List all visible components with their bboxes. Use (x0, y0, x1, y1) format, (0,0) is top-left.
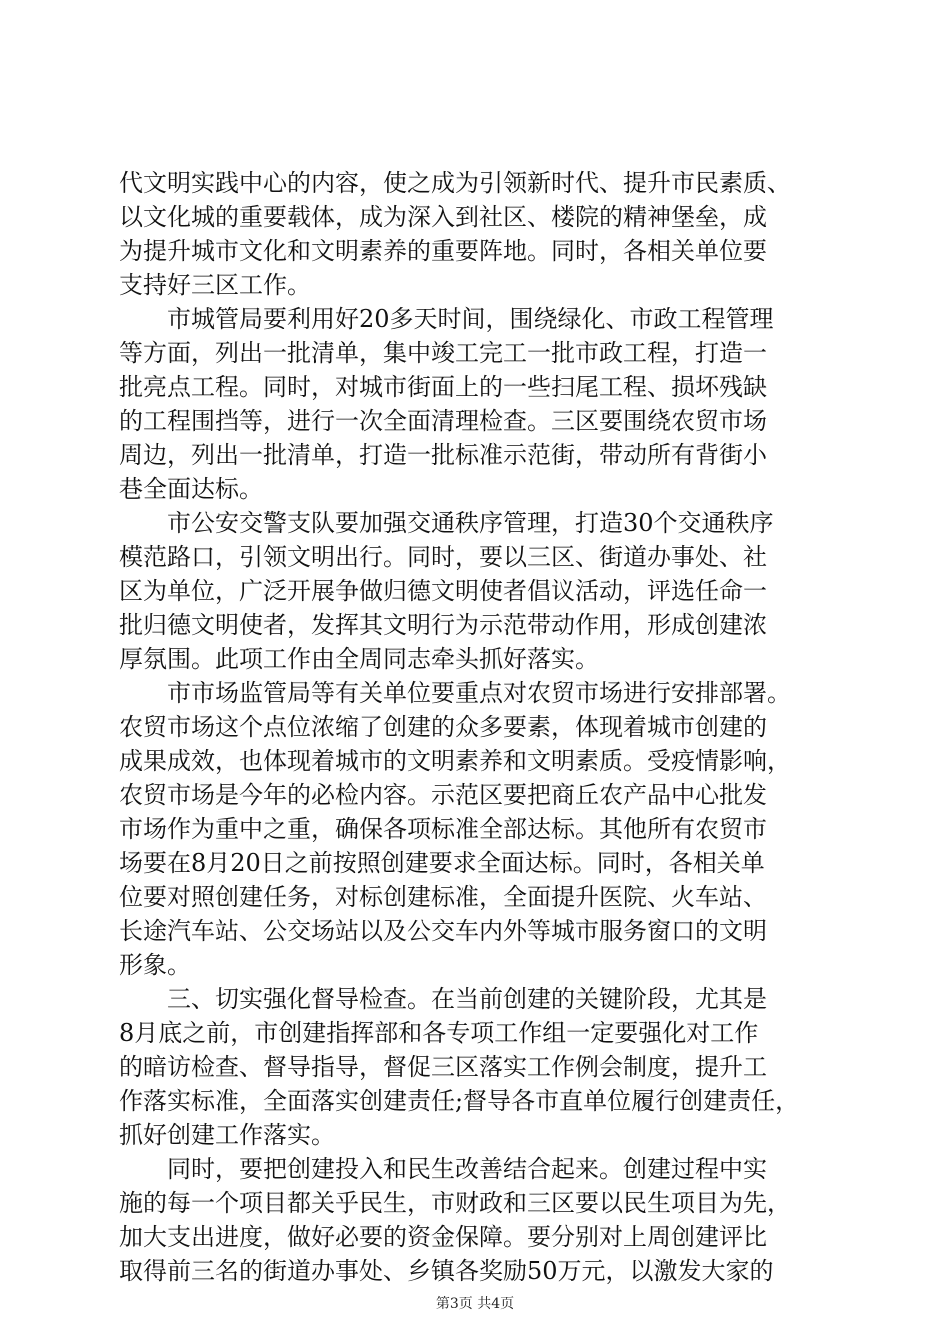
text-line: 厚氛围。此项工作由全周同志牵头抓好落实。 (119, 645, 599, 673)
text-line: 8月底之前，市创建指挥部和各专项工作组一定要强化对工作 (119, 1019, 759, 1047)
text-line: 等方面，列出一批清单，集中竣工完工一批市政工程，打造一 (119, 339, 767, 367)
text-line: 批归德文明使者，发挥其文明行为示范带动作用，形成创建浓 (119, 611, 767, 639)
text-line: 市场作为重中之重，确保各项标准全部达标。其他所有农贸市 (119, 815, 767, 843)
body-text (119, 166, 839, 1288)
text-line: 农贸市场这个点位浓缩了创建的众多要素，体现着城市创建的 (119, 713, 767, 741)
text-line: 为提升城市文化和文明素养的重要阵地。同时，各相关单位要 (119, 237, 767, 265)
text-line: 市城管局要利用好20多天时间，围绕绿化、市政工程管理 (119, 305, 774, 333)
text-line: 模范路口，引领文明出行。同时，要以三区、街道办事处、社 (119, 543, 767, 571)
text-line: 长途汽车站、公交场站以及公交车内外等城市服务窗口的文明 (119, 917, 767, 945)
text-line: 巷全面达标。 (119, 475, 263, 503)
text-line: 周边，列出一批清单，打造一批标准示范街，带动所有背街小 (119, 441, 767, 469)
text-line: 市公安交警支队要加强交通秩序管理，打造30个交通秩序 (119, 509, 774, 537)
text-line: 批亮点工程。同时，对城市街面上的一些扫尾工程、损坏残缺 (119, 373, 767, 401)
text-line: 作落实标准，全面落实创建责任;督导各市直单位履行创建责任， (119, 1087, 800, 1115)
text-line: 以文化城的重要载体，成为深入到社区、楼院的精神堡垒，成 (119, 203, 767, 231)
text-line: 代文明实践中心的内容，使之成为引领新时代、提升市民素质、 (119, 169, 791, 197)
text-line: 市市场监管局等有关单位要重点对农贸市场进行安排部署。 (119, 679, 791, 707)
text-line: 三、切实强化督导检查。在当前创建的关键阶段，尤其是 (119, 985, 767, 1013)
text-line: 支持好三区工作。 (119, 271, 311, 299)
text-line: 场要在8月20日之前按照创建要求全面达标。同时，各相关单 (119, 849, 765, 877)
text-line: 的工程围挡等，进行一次全面清理检查。三区要围绕农贸市场 (119, 407, 767, 435)
text-line: 位要对照创建任务，对标创建标准，全面提升医院、火车站、 (119, 883, 767, 911)
text-line: 同时，要把创建投入和民生改善结合起来。创建过程中实 (119, 1155, 767, 1183)
text-line: 成果成效，也体现着城市的文明素养和文明素质。受疫情影响， (119, 747, 791, 775)
text-line: 农贸市场是今年的必检内容。示范区要把商丘农产品中心批发 (119, 781, 767, 809)
text-line: 区为单位，广泛开展争做归德文明使者倡议活动，评选任命一 (119, 577, 767, 605)
text-line: 形象。 (119, 951, 191, 979)
text-line: 取得前三名的街道办事处、乡镇各奖励50万元，以激发大家的 (119, 1257, 774, 1285)
text-line: 加大支出进度，做好必要的资金保障。要分别对上周创建评比 (119, 1223, 767, 1251)
text-line: 的暗访检查、督导指导，督促三区落实工作例会制度，提升工 (119, 1053, 767, 1081)
text-line: 抓好创建工作落实。 (119, 1121, 335, 1149)
text-line: 施的每一个项目都关乎民生，市财政和三区要以民生项目为先， (119, 1189, 791, 1217)
page-footer: 第3页 共4页 (435, 1296, 515, 1312)
